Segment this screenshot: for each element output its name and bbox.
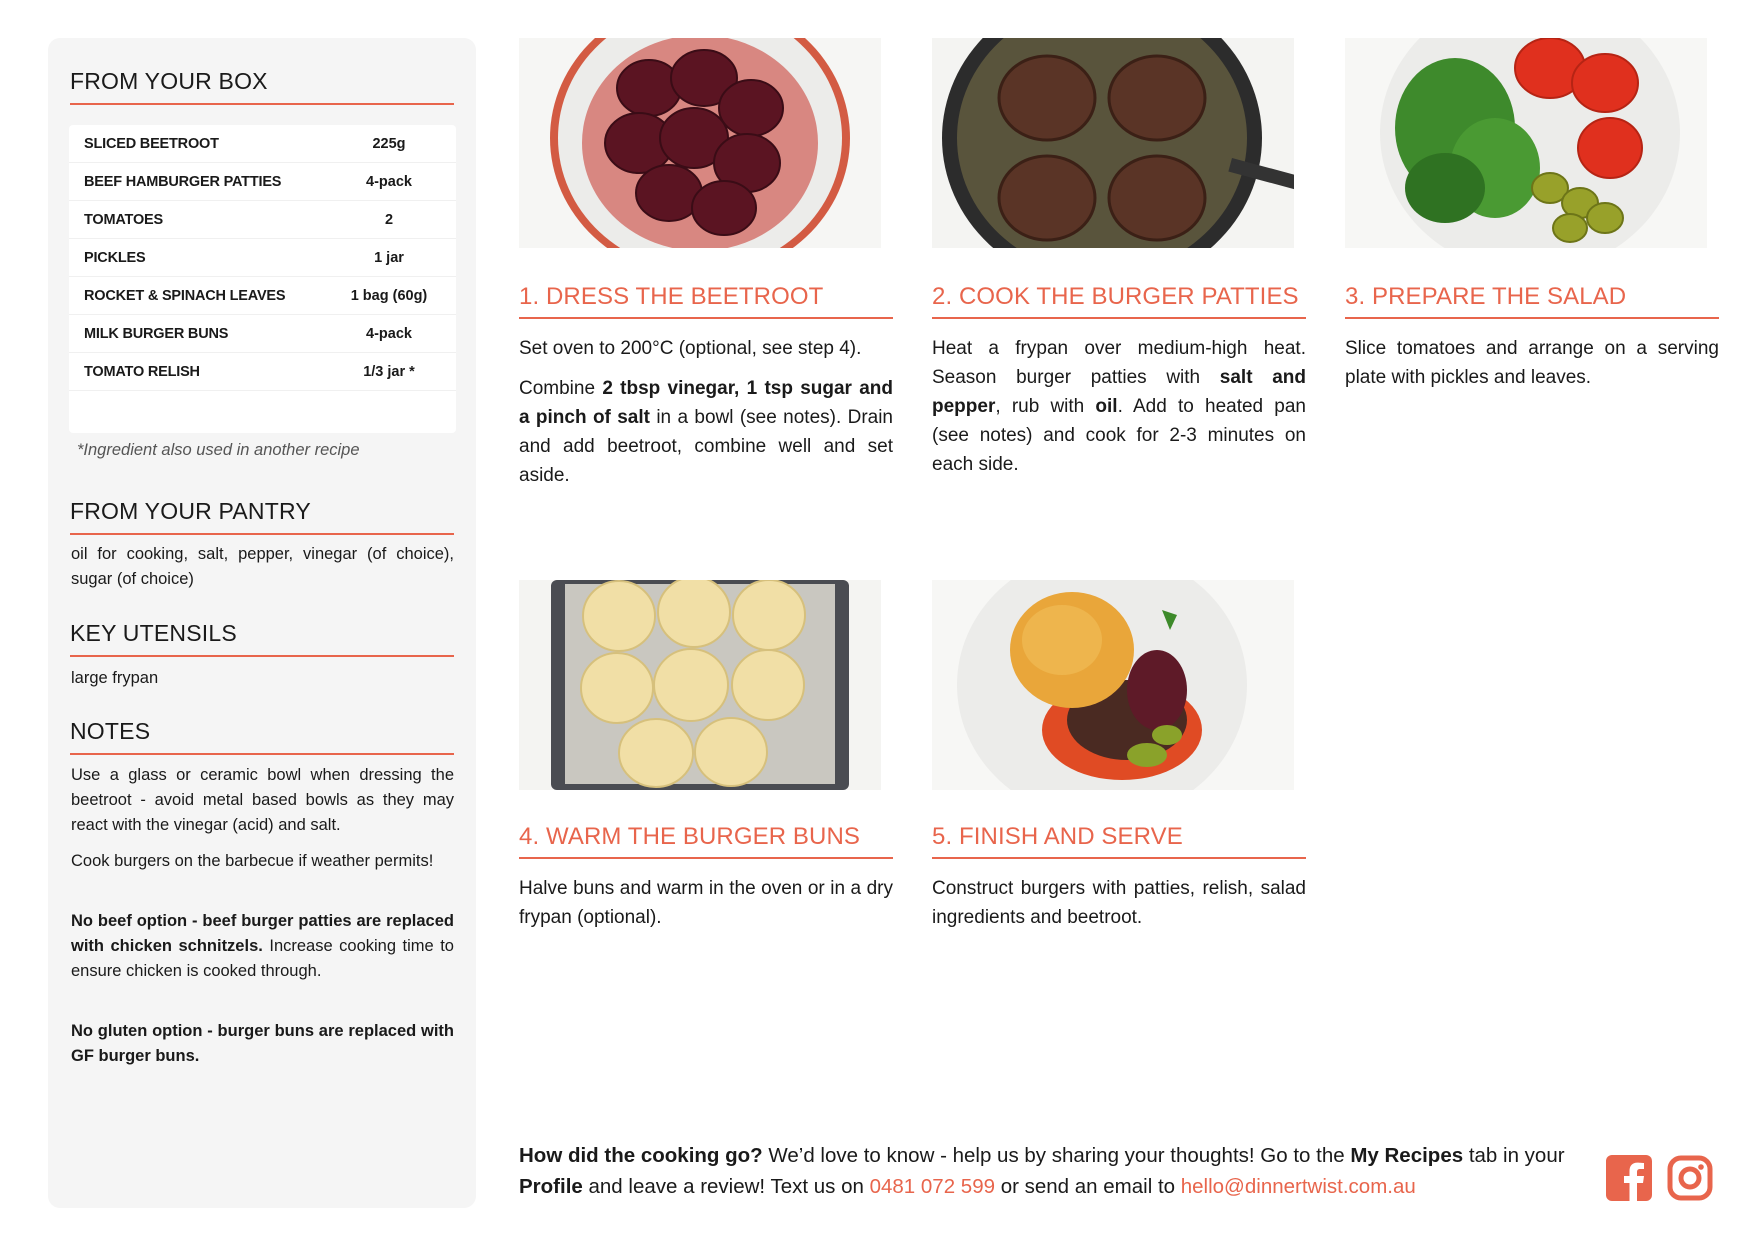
table-row	[69, 125, 456, 163]
note-bold: No beef option - beef burger patties are replaced with chicken schnitzels.	[71, 912, 454, 955]
ingredient-name: PICKLES	[84, 249, 146, 266]
note-paragraph	[71, 909, 454, 984]
step-text: , rub with	[995, 396, 1096, 417]
ingredient-qty: 4-pack	[366, 173, 412, 190]
burger-photo	[932, 580, 1294, 790]
step-3-heading: 3. PREPARE THE SALAD	[1345, 283, 1719, 319]
step-2-text	[932, 334, 1306, 479]
step-3-text: Slice tomatoes and arrange on a serving plate with pickles and leaves.	[1345, 338, 1719, 388]
ingredients-panel	[48, 38, 476, 1208]
facebook-icon[interactable]	[1606, 1155, 1652, 1201]
pantry-text: oil for cooking, salt, pepper, vinegar (of choice), sugar (of choice)	[71, 545, 454, 588]
table-row	[69, 315, 456, 353]
table-row	[69, 201, 456, 239]
step-text: . Add to heated pan (see notes) and cook for 2-3 minutes on each side.	[932, 396, 1306, 475]
ingredient-name: TOMATOES	[84, 211, 163, 228]
ingredient-qty: 225g	[372, 135, 406, 152]
instagram-icon[interactable]	[1667, 1155, 1713, 1201]
step-5-text: Construct burgers with patties, relish, salad ingredients and beetroot.	[932, 878, 1306, 928]
footer-text: We’d love to know - help us by sharing your thoughts! Go to the	[762, 1144, 1351, 1167]
review-footer	[519, 1140, 1579, 1202]
notes-heading: NOTES	[70, 718, 454, 755]
beetroot-plate-illustration	[519, 38, 881, 248]
note-text: Increase cooking time to ensure chicken is cooked through.	[71, 937, 454, 980]
table-row	[69, 163, 456, 201]
note-paragraph: Cook burgers on the barbecue if weather permits!	[71, 852, 434, 870]
table-row	[69, 277, 456, 315]
step-bold: 2 tbsp vinegar, 1 tsp sugar and a pinch of salt	[519, 378, 893, 428]
ingredient-qty: 4-pack	[366, 325, 412, 342]
ingredient-qty: 1 jar	[374, 249, 404, 266]
ingredient-name: MILK BURGER BUNS	[84, 325, 229, 342]
step-2-heading: 2. COOK THE BURGER PATTIES	[932, 283, 1306, 319]
profile-label: Profile	[519, 1175, 583, 1198]
ingredient-qty: 1 bag (60g)	[350, 287, 428, 304]
from-your-pantry-heading: FROM YOUR PANTRY	[70, 498, 454, 535]
footer-text: and leave a review! Text us on	[582, 1175, 870, 1198]
ingredient-name: TOMATO RELISH	[84, 363, 200, 380]
table-row	[69, 239, 456, 277]
ingredient-qty: 2	[384, 211, 394, 228]
footer-question: How did the cooking go?	[519, 1144, 763, 1167]
utensils-text: large frypan	[71, 669, 159, 687]
box-ingredients-table	[69, 125, 456, 433]
buns-photo	[519, 580, 881, 790]
note-paragraph	[71, 1019, 454, 1069]
salad-photo	[1345, 38, 1707, 248]
note-paragraph: Use a glass or ceramic bowl when dressing the beetroot - avoid metal based bowls as they may react with the vinegar (acid) and salt.	[71, 766, 454, 834]
footer-text: or send an email to	[995, 1175, 1181, 1198]
patties-photo	[932, 38, 1294, 248]
buns-tray-illustration	[519, 580, 881, 790]
step-text: Heat a frypan over medium-high heat. Season burger patties with	[932, 338, 1306, 388]
patties-pan-illustration	[932, 38, 1294, 248]
key-utensils-heading: KEY UTENSILS	[70, 620, 454, 657]
ingredient-name: ROCKET & SPINACH LEAVES	[84, 287, 286, 304]
step-1-text: Set oven to 200°C (optional, see step 4).	[519, 338, 862, 359]
step-1-heading: 1. DRESS THE BEETROOT	[519, 283, 893, 319]
from-your-box-heading: FROM YOUR BOX	[70, 68, 454, 105]
note-bold: No gluten option - burger buns are replaced with GF burger buns.	[71, 1022, 454, 1065]
my-recipes-label: My Recipes	[1350, 1144, 1464, 1167]
step-text: in a bowl (see notes). Drain and add beetroot, combine well and set aside.	[519, 407, 893, 486]
footer-text: tab in your	[1463, 1144, 1565, 1167]
phone-link[interactable]: 0481 072 599	[869, 1175, 995, 1198]
table-row	[69, 353, 456, 391]
ingredient-qty: 1/3 jar *	[363, 363, 415, 380]
step-5-heading: 5. FINISH AND SERVE	[932, 823, 1306, 859]
salad-plate-illustration	[1345, 38, 1707, 248]
email-link[interactable]: hello@dinnertwist.com.au	[1180, 1175, 1416, 1198]
ingredient-name: SLICED BEETROOT	[84, 135, 219, 152]
step-1-text	[519, 374, 893, 490]
beetroot-photo	[519, 38, 881, 248]
step-4-heading: 4. WARM THE BURGER BUNS	[519, 823, 893, 859]
step-bold: oil	[1095, 396, 1118, 417]
burger-plate-illustration	[932, 580, 1294, 790]
step-bold: salt and pepper	[932, 367, 1306, 417]
footnote: *Ingredient also used in another recipe	[77, 441, 360, 459]
step-text: Combine	[519, 378, 603, 399]
step-4-text: Halve buns and warm in the oven or in a dry frypan (optional).	[519, 878, 893, 928]
ingredient-name: BEEF HAMBURGER PATTIES	[84, 173, 282, 190]
